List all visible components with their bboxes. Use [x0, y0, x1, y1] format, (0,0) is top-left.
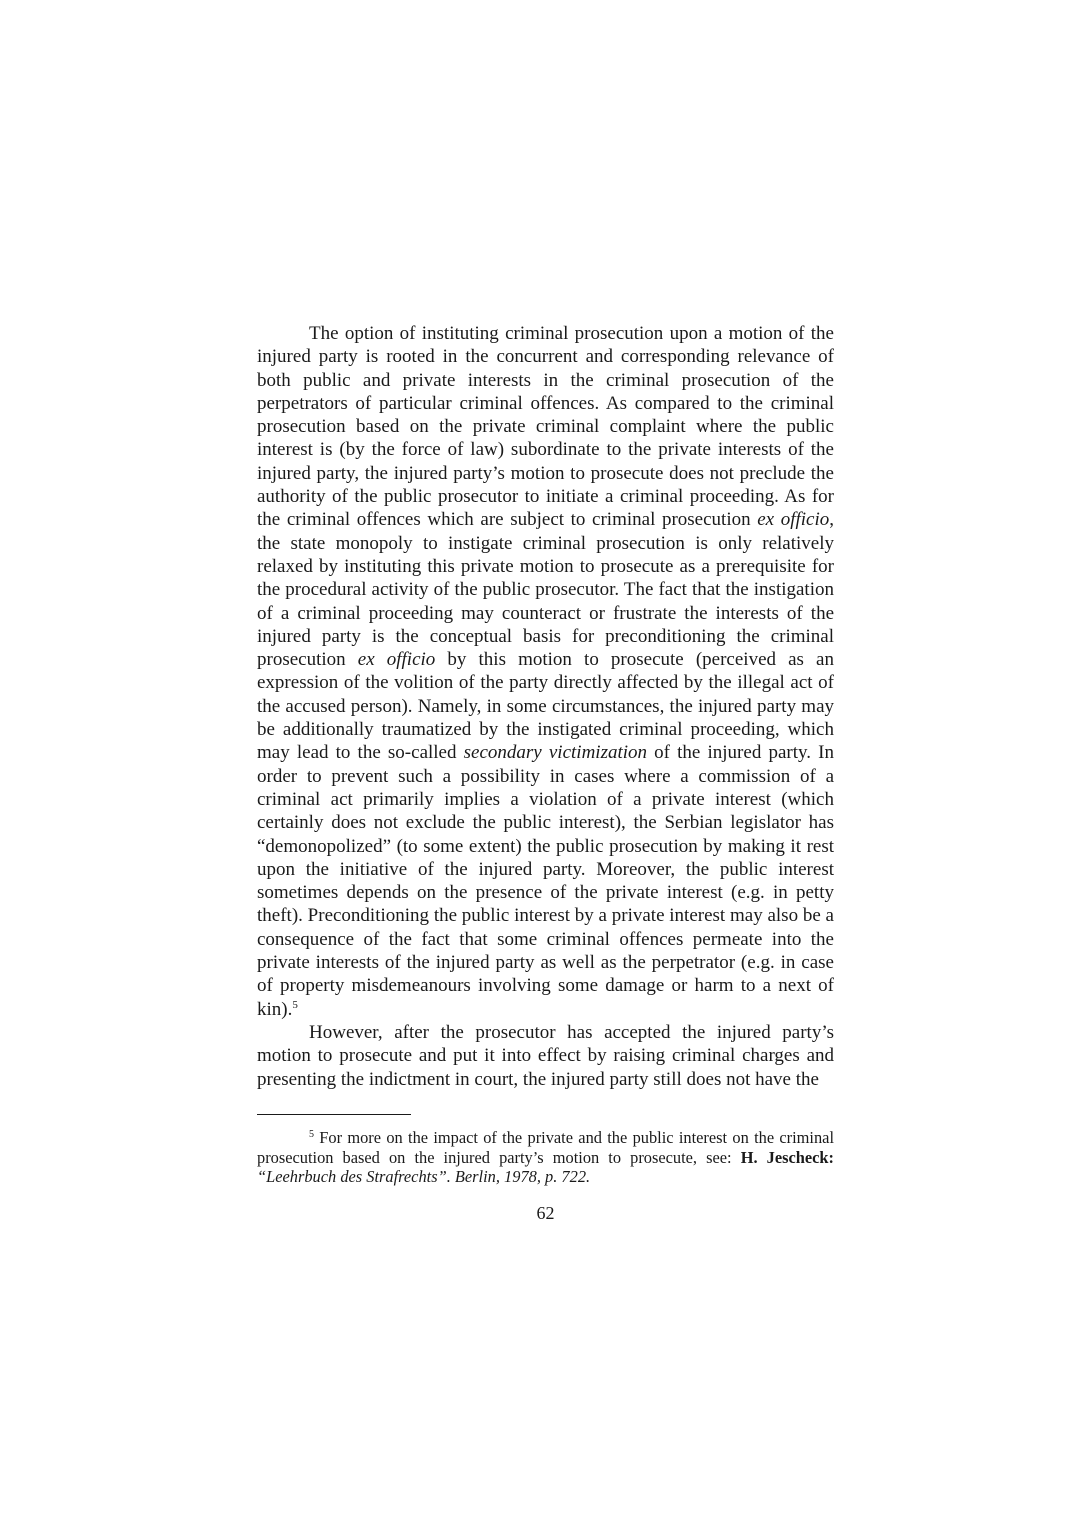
- page-number: 62: [536, 1203, 555, 1223]
- footnote: [257, 1128, 834, 1187]
- paragraph-1: [257, 322, 834, 1021]
- paragraph-1-text-1: The option of instituting criminal prosecution upon a motion of the injured party is rooted in the concurrent and corresponding relevance of both public and private interests in the criminal prosecution of the perpetrators of particular criminal offences. As compared to the criminal prosecution based on the private criminal complaint where the public interest is (by the force of law) subordinate to the private interests of the injured party, the injured party’s motion to prosecute does not preclude the authority of the public prosecutor to initiate a criminal proceeding. As for the criminal offences which are subject to criminal prosecution: [257, 323, 834, 531]
- footnote-text: For more on the impact of the private and the public interest on the criminal prosecution based on the injured party’s motion to prosecute, see:: [257, 1128, 834, 1167]
- paragraph-1-text-4: of the injured party. In order to prevent such a possibility in cases where a commission of a criminal act primarily implies a violation of a private interest (which certainly does not exclude the public interest), the Serbian legislator has “demonopolized” (to some extent) the public prosecution by making it rest upon the initiative of the injured party. Moreover, the public interest sometimes depends on the presence of the private interest (e.g. in petty theft). Preconditioning the public interest by a private interest may also be a consequence of the fact that some criminal offences permeate into the private interests of the injured party as well as the perpetrator (e.g. in case of property misdemeanours involving some damage or harm to a next of kin).: [257, 742, 834, 1020]
- footnote-reference[interactable]: 5: [292, 998, 298, 1011]
- paragraph-2: However, after the prosecutor has accepted the injured party’s motion to prosecute and put it into effect by raising criminal charges and presenting the indictment in court, the injured party still does not have the: [257, 1021, 834, 1090]
- footnote-divider: [257, 1114, 411, 1115]
- main-text: [257, 322, 834, 1091]
- italic-term-ex-officio-2: ex officio: [357, 649, 436, 671]
- footnote-author: H. Jescheck:: [740, 1147, 835, 1167]
- paragraph-1-text-2: , the state monopoly to instigate criminal prosecution is only relatively relaxed by instituting this private motion to prosecute as a prerequisite for the procedural activity of the public prosecutor. The fact that the instigation of a criminal proceeding may counteract or frustrate the interests of the injured party is the conceptual basis for preconditioning the criminal prosecution: [257, 509, 834, 671]
- italic-term-ex-officio-1: ex officio: [757, 509, 830, 531]
- footnote-number: 5: [309, 1129, 314, 1140]
- italic-term-secondary-victimization: secondary victimization: [463, 742, 648, 764]
- footnote-citation: “Leehrbuch des Strafrechts”. Berlin, 1978, p. 722.: [257, 1167, 591, 1187]
- paragraph-1-text-3: by this motion to prosecute (perceived as an expression of the volition of the party directly affected by the illegal act of the accused person). Namely, in some circumstances, the injured party may be additionally traumatized by the instigated criminal proceeding, which may lead to the so-called: [257, 649, 834, 764]
